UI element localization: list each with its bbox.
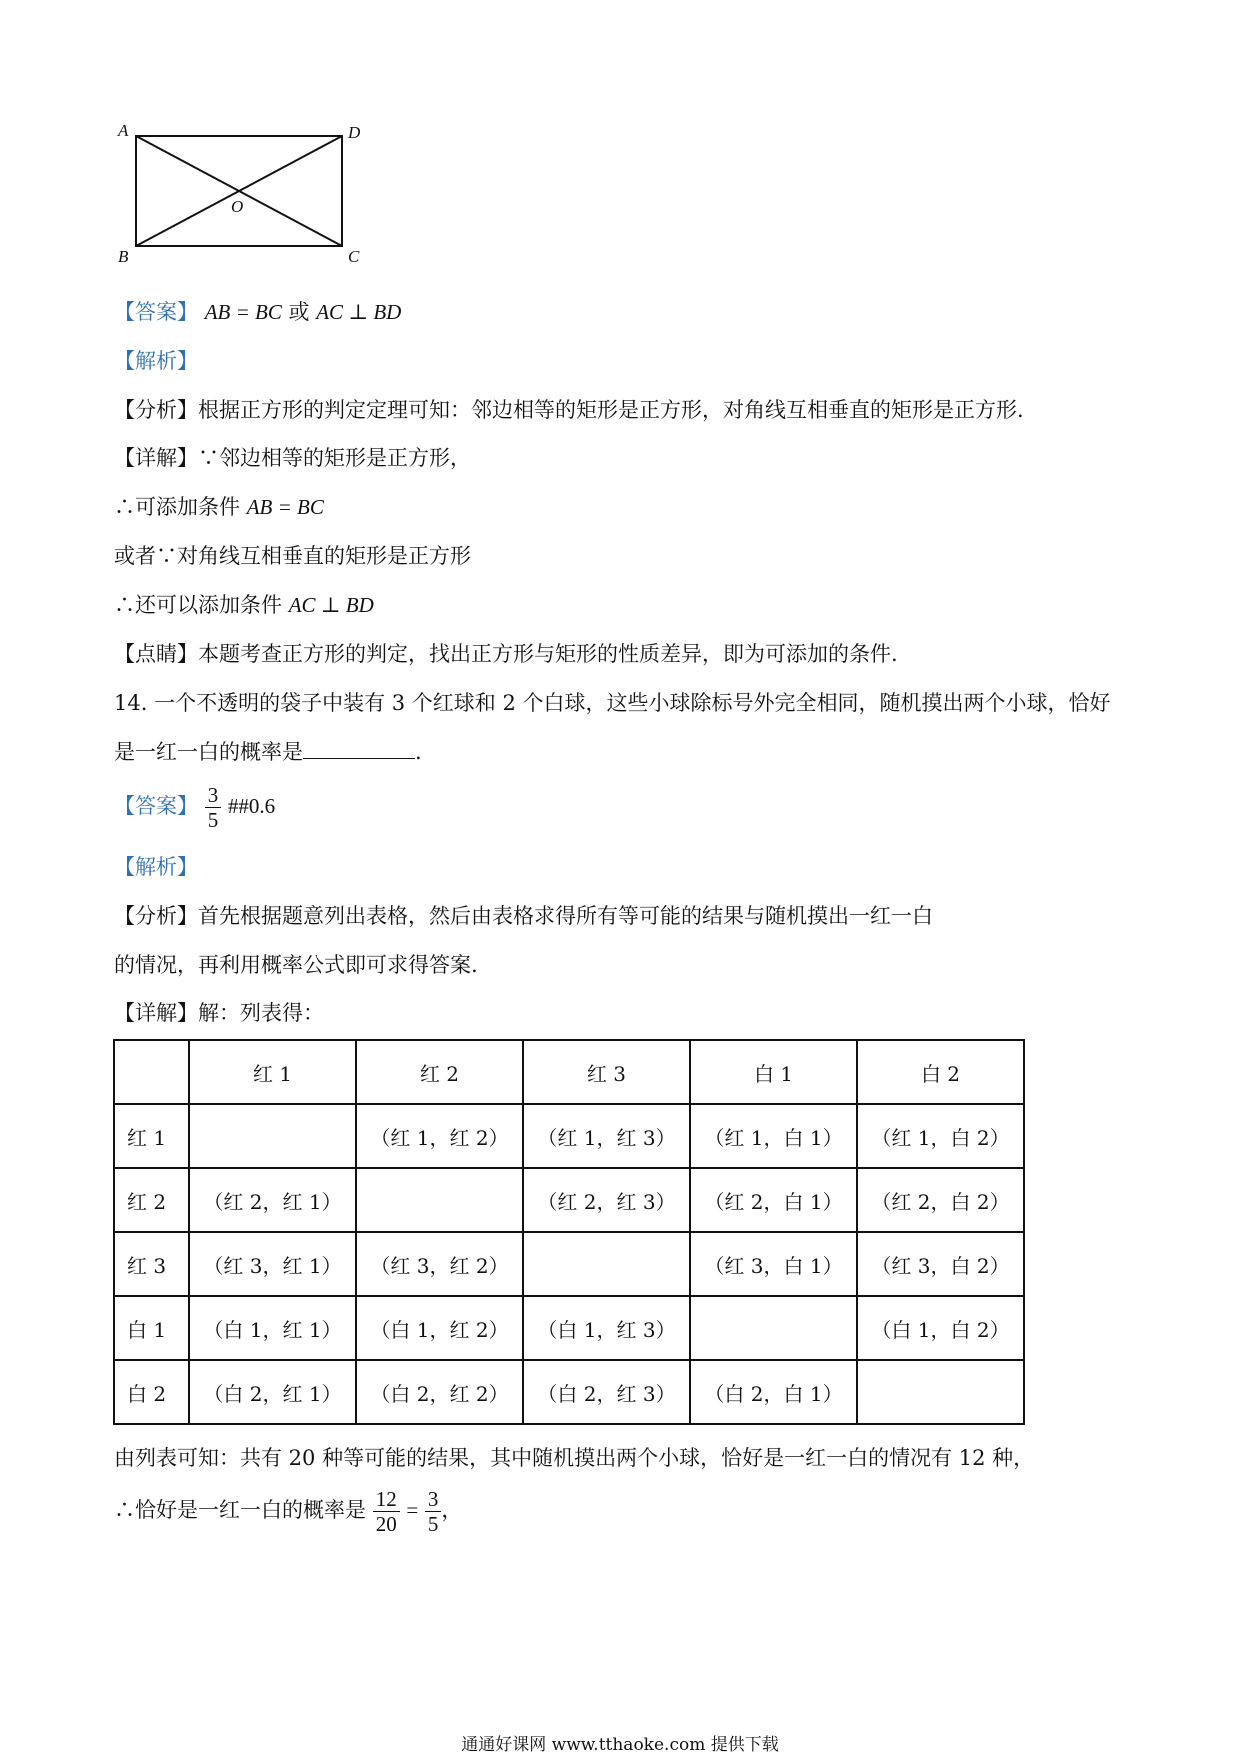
table-row-label: 白 2	[114, 1360, 189, 1424]
table-cell: （白 1，白 2）	[857, 1296, 1024, 1360]
fenxi-text: 首先根据题意列出表格，然后由表格求得所有等可能的结果与随机摸出一红一白	[198, 904, 933, 928]
answer-or: 或	[288, 300, 310, 324]
table-cell: （白 1，红 2）	[356, 1296, 523, 1360]
table-cell: （白 2，红 3）	[523, 1360, 690, 1424]
answer-math-1: AB = BC	[204, 300, 282, 324]
table-row	[114, 1232, 1024, 1296]
outcome-table	[113, 1039, 1025, 1425]
q14-xiangjie-line	[114, 1001, 324, 1026]
answer-blank	[303, 740, 415, 759]
line-c-text: ∴还可以添加条件	[114, 593, 282, 617]
table-header-cell: 白 2	[857, 1040, 1024, 1104]
fraction-denominator: 20	[375, 1512, 397, 1537]
table-row	[114, 1360, 1024, 1424]
table-row-label: 白 1	[114, 1296, 189, 1360]
stem-line-2-period: .	[415, 740, 422, 764]
answer-tag: 【答案】	[114, 794, 198, 819]
q14-probability-line	[114, 1487, 462, 1536]
table-row	[114, 1296, 1024, 1360]
xiangjie-tag: 【详解】	[114, 446, 198, 470]
q13-xiangjie-line	[114, 446, 471, 471]
fenxi-tag: 【分析】	[114, 398, 198, 422]
prob-fraction-1	[373, 1487, 400, 1536]
stem-line-2-text: 是一红一白的概率是	[114, 740, 303, 764]
fraction-numerator: 3	[205, 783, 222, 808]
fraction-numerator: 12	[373, 1487, 400, 1512]
table-cell: （红 2，红 1）	[189, 1168, 356, 1232]
table-cell: （红 1，白 2）	[857, 1104, 1024, 1168]
table-header-cell: 白 1	[690, 1040, 857, 1104]
q14-conclusion-line: 由列表可知：共有 20 种等可能的结果，其中随机摸出两个小球，恰好是一红一白的情况有 12 种，	[114, 1446, 1035, 1470]
table-header-row	[114, 1040, 1024, 1104]
table-cell: （白 2，红 2）	[356, 1360, 523, 1424]
vertex-label-d: D	[348, 123, 361, 142]
q13-line-a	[114, 495, 324, 520]
table-cell: （红 2，红 3）	[523, 1168, 690, 1232]
line-a-text: ∴可添加条件	[114, 495, 240, 519]
xiangjie-text: ∵邻边相等的矩形是正方形，	[198, 446, 471, 470]
table-cell	[356, 1168, 523, 1232]
table-cell: （白 1，红 1）	[189, 1296, 356, 1360]
q13-dianjing-line	[114, 642, 898, 667]
prob-text: ∴恰好是一红一白的概率是	[114, 1498, 366, 1523]
table-row-label: 红 1	[114, 1104, 189, 1168]
prob-end: ，	[441, 1498, 463, 1523]
dianjing-text: 本题考查正方形的判定，找出正方形与矩形的性质差异，即为可添加的条件.	[198, 642, 898, 666]
line-c-math: AC ⊥ BD	[288, 593, 374, 617]
table-cell: （红 1，白 1）	[690, 1104, 857, 1168]
answer-fraction	[205, 783, 222, 832]
table-cell: （红 2，白 2）	[857, 1168, 1024, 1232]
table-cell: （红 3，红 1）	[189, 1232, 356, 1296]
table-cell: （红 3，白 1）	[690, 1232, 857, 1296]
answer-alt: ##0.6	[227, 794, 276, 819]
table-header-cell: 红 2	[356, 1040, 523, 1104]
rectangle-diagram	[112, 118, 372, 268]
q13-line-b: 或者∵对角线互相垂直的矩形是正方形	[114, 544, 471, 568]
fenxi-tag: 【分析】	[114, 904, 198, 928]
vertex-label-c: C	[348, 247, 360, 266]
table-row-label: 红 3	[114, 1232, 189, 1296]
answer-tag: 【答案】	[114, 300, 198, 324]
fraction-denominator: 5	[207, 808, 219, 833]
table-cell	[690, 1296, 857, 1360]
vertex-label-a: A	[118, 121, 129, 140]
table-cell: （白 1，红 3）	[523, 1296, 690, 1360]
vertex-label-b: B	[118, 247, 129, 266]
table-cell	[189, 1104, 356, 1168]
equals-sign: =	[406, 1498, 419, 1523]
center-label-o: O	[231, 197, 244, 216]
q14-answer-line	[114, 783, 275, 832]
table-cell: （红 1，红 2）	[356, 1104, 523, 1168]
prob-fraction-2	[425, 1487, 442, 1536]
table-cell: （红 3，白 2）	[857, 1232, 1024, 1296]
q13-answer-line	[114, 300, 401, 325]
q13-fenxi-line	[114, 398, 1024, 423]
table-cell: （白 2，白 1）	[690, 1360, 857, 1424]
table-row	[114, 1168, 1024, 1232]
line-a-math: AB = BC	[246, 495, 324, 519]
q13-analysis-tag: 【解析】	[114, 349, 198, 373]
table-row-label: 红 2	[114, 1168, 189, 1232]
table-header-cell	[114, 1040, 189, 1104]
table-cell: （红 2，白 1）	[690, 1168, 857, 1232]
table-row	[114, 1104, 1024, 1168]
table-cell: （红 3，红 2）	[356, 1232, 523, 1296]
table-cell	[523, 1232, 690, 1296]
q14-stem-line-2	[114, 740, 422, 765]
xiangjie-text: 解：列表得：	[198, 1001, 324, 1025]
fraction-numerator: 3	[425, 1487, 442, 1512]
table-header-cell: 红 1	[189, 1040, 356, 1104]
table-cell: （白 2，红 1）	[189, 1360, 356, 1424]
dianjing-tag: 【点睛】	[114, 642, 198, 666]
fenxi-text: 根据正方形的判定定理可知：邻边相等的矩形是正方形，对角线互相垂直的矩形是正方形.	[198, 398, 1024, 422]
xiangjie-tag: 【详解】	[114, 1001, 198, 1025]
table-header-cell: 红 3	[523, 1040, 690, 1104]
page-footer: 通通好课网 www.tthaoke.com 提供下载	[461, 1735, 779, 1755]
q13-line-c	[114, 593, 374, 618]
table-cell	[857, 1360, 1024, 1424]
q14-analysis-tag: 【解析】	[114, 855, 198, 879]
q14-fenxi-line-2: 的情况，再利用概率公式即可求得答案.	[114, 953, 478, 977]
q14-fenxi-line-1	[114, 904, 933, 929]
fraction-denominator: 5	[427, 1512, 439, 1537]
table-cell: （红 1，红 3）	[523, 1104, 690, 1168]
q14-stem-line-1: 14. 一个不透明的袋子中装有 3 个红球和 2 个白球，这些小球除标号外完全相同，随机摸出两个小球，恰好	[114, 691, 1111, 715]
answer-math-2: AC ⊥ BD	[316, 300, 402, 324]
